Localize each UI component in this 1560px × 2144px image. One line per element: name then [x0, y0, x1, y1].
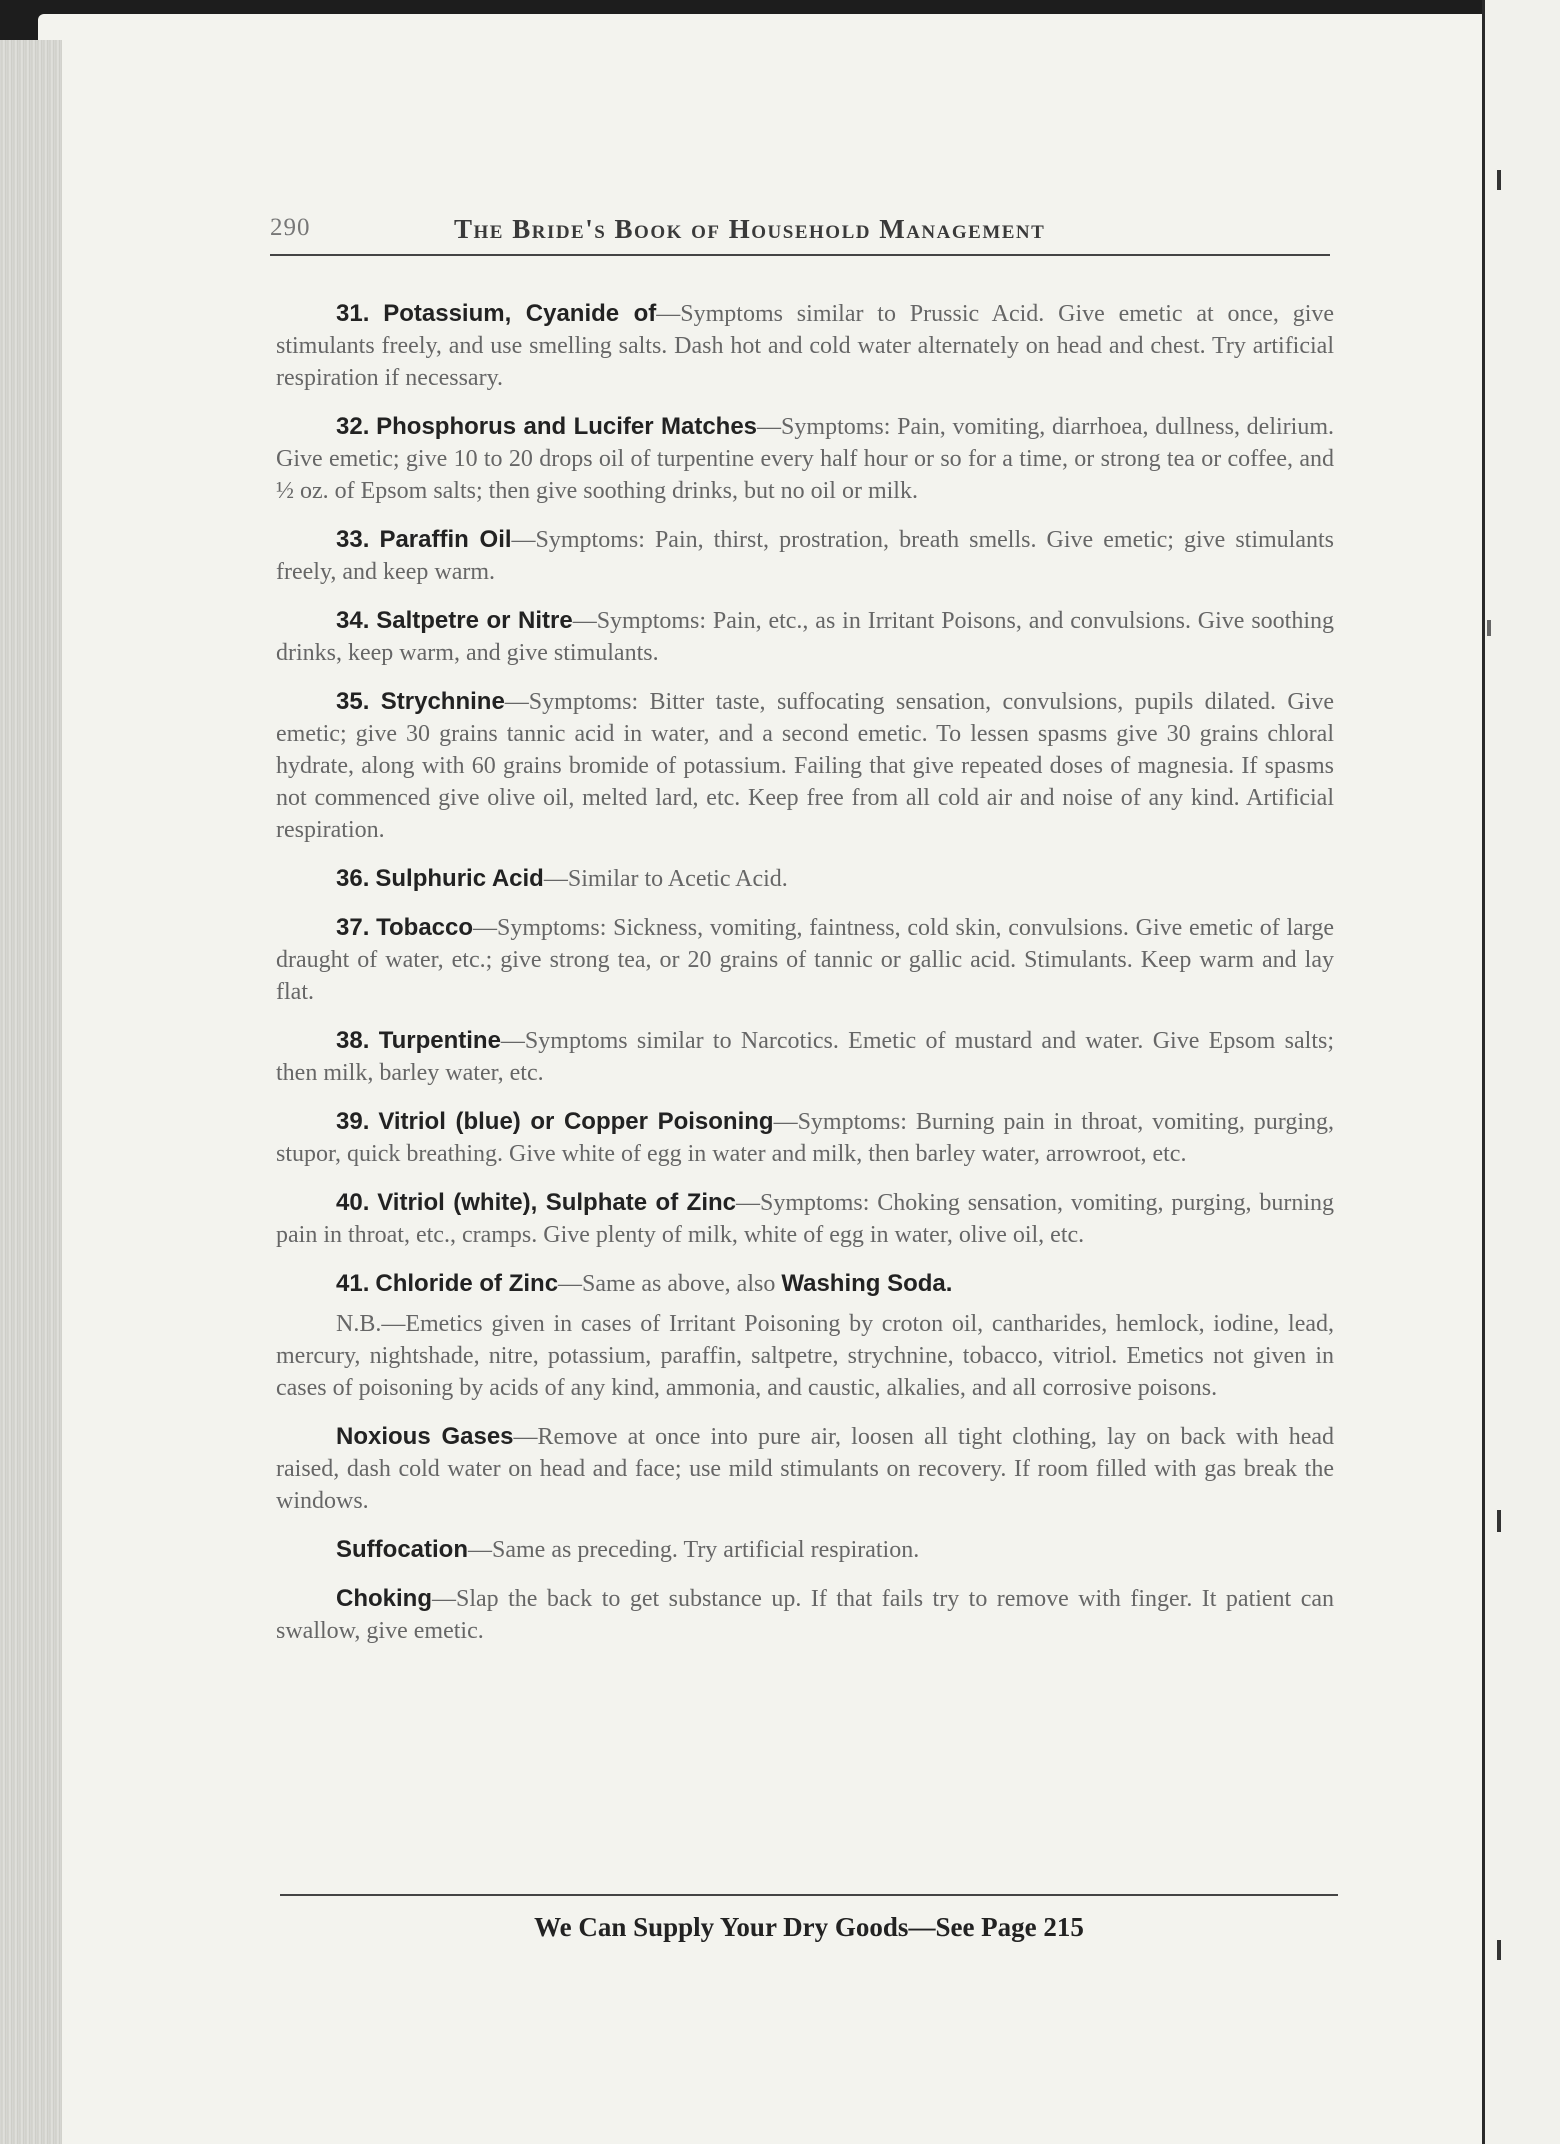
running-title: The Bride's Book of Household Management	[454, 214, 1046, 244]
footer-advert: We Can Supply Your Dry Goods—See Page 215	[534, 1912, 1084, 1942]
entry-number: 36.	[336, 865, 370, 892]
entry-39	[276, 1106, 1334, 1170]
entry-title: Vitriol (white), Sulphate of Zinc	[377, 1189, 737, 1216]
entry-number: 31.	[336, 300, 370, 327]
entry-number: 33.	[336, 526, 370, 553]
edge-mark	[1497, 1510, 1501, 1532]
entry-number: 40.	[336, 1189, 370, 1216]
footer-rule	[280, 1894, 1338, 1896]
entry-35	[276, 686, 1334, 846]
entry-number: 32.	[336, 413, 370, 440]
book-page-edges	[0, 40, 62, 2144]
entry-41	[276, 1268, 1334, 1300]
entry-text: —Similar to Acetic Acid.	[543, 866, 788, 892]
entry-title-secondary: Washing Soda.	[781, 1270, 953, 1297]
entry-text: —Remove at once into pure air, loosen all tight clothing, lay on back with head raised, dash cold water on head and face; use mild stimulants on recovery. If room filled with gas break the windows.	[276, 1424, 1335, 1514]
entry-text: —Symptoms: Choking sensation, vomiting, purging, burning pain in throat, etc., cramps. Give plenty of milk, white of egg in water, olive oil, etc.	[276, 1190, 1335, 1248]
entry-text: —Symptoms: Pain, vomiting, diarrhoea, dullness, delirium. Give emetic; give 10 to 20 drops oil of turpentine every half hour or so for a time, or strong tea or coffee, and ½ oz. of Epsom salts; then give soothing drinks, but no oil or milk.	[276, 414, 1335, 504]
entry-title: Paraffin Oil	[379, 526, 512, 553]
entry-text: —Symptoms: Burning pain in throat, vomiting, purging, stupor, quick breathing. Give white of egg in water and milk, then barley water, arrowroot, etc.	[276, 1109, 1334, 1167]
entry-40	[276, 1187, 1334, 1251]
running-header	[270, 214, 1330, 256]
entry-36	[276, 863, 1334, 895]
entry-text: —Symptoms similar to Prussic Acid. Give emetic at once, give stimulants freely, and use smelling salts. Dash hot and cold water alternately on head and chest. Try artificial respiration if necessary.	[276, 301, 1335, 391]
facing-page-edge	[1482, 0, 1560, 2144]
page-number: 290	[270, 214, 311, 241]
entry-text: —Symptoms: Pain, thirst, prostration, breath smells. Give emetic; give stimulants freely, and keep warm.	[276, 527, 1334, 585]
entry-text: —Same as above, also	[558, 1271, 782, 1297]
entry-title: Suffocation	[336, 1536, 468, 1563]
page-body	[276, 298, 1334, 1664]
entry-text: —Symptoms: Bitter taste, suffocating sensation, convulsions, pupils dilated. Give emetic; give 30 grains tannic acid in water, and a second emetic. To lessen spasms give 30 grains chloral hydrate, along with 60 grains bromide of potassium. Failing that give repeated doses of magnesia. If spasms not commenced give olive oil, melted lard, etc. Keep free from all cold air and noise of any kind. Artificial respiration.	[276, 689, 1335, 843]
entry-number: 39.	[336, 1108, 370, 1135]
entry-32	[276, 411, 1334, 507]
edge-mark	[1497, 1940, 1501, 1960]
entry-noxious-gases	[276, 1421, 1334, 1517]
entry-text: —Same as preceding. Try artificial respiration.	[468, 1537, 920, 1563]
entry-number: 37.	[336, 914, 370, 941]
entry-title: Chloride of Zinc	[375, 1270, 559, 1297]
entry-text: N.B.—Emetics given in cases of Irritant Poisoning by croton oil, cantharides, hemlock, iodine, lead, mercury, nightshade, nitre, potassium, paraffin, saltpetre, strychnine, tobacco, vitriol. Emetics not given in cases of poisoning by acids of any kind, ammonia, and caustic, alkalies, and all corrosive poisons.	[276, 1311, 1334, 1401]
entry-33	[276, 524, 1334, 588]
entry-choking	[276, 1583, 1334, 1647]
entry-title: Potassium, Cyanide of	[383, 300, 657, 327]
entry-title: Saltpetre or Nitre	[376, 607, 573, 634]
entry-number: 41.	[336, 1270, 370, 1297]
entry-number: 34.	[336, 607, 370, 634]
edge-mark	[1487, 620, 1491, 636]
entry-title: Strychnine	[380, 688, 505, 715]
entry-34	[276, 605, 1334, 669]
nb-note	[276, 1308, 1334, 1404]
entry-title: Vitriol (blue) or Copper Poisoning	[378, 1108, 774, 1135]
entry-title: Noxious Gases	[336, 1423, 514, 1450]
entry-title: Sulphuric Acid	[375, 865, 544, 892]
entry-title: Phosphorus and Lucifer Matches	[376, 413, 758, 440]
entry-text: —Symptoms: Pain, etc., as in Irritant Poisons, and convulsions. Give soothing drinks, keep warm, and give stimulants.	[276, 608, 1335, 666]
entry-31	[276, 298, 1334, 394]
entry-text: —Symptoms similar to Narcotics. Emetic of mustard and water. Give Epsom salts; then milk, barley water, etc.	[276, 1028, 1334, 1086]
entry-text: —Slap the back to get substance up. If that fails try to remove with finger. It patient can swallow, give emetic.	[276, 1586, 1334, 1644]
entry-number: 35.	[336, 688, 370, 715]
edge-mark	[1497, 170, 1501, 190]
entry-text: —Symptoms: Sickness, vomiting, faintness, cold skin, convulsions. Give emetic of large draught of water, etc.; give strong tea, or 20 grains of tannic or gallic acid. Stimulants. Keep warm and lay flat.	[276, 915, 1334, 1005]
entry-38	[276, 1025, 1334, 1089]
entry-suffocation	[276, 1534, 1334, 1566]
entry-37	[276, 912, 1334, 1008]
entry-number: 38.	[336, 1027, 370, 1054]
entry-title: Turpentine	[378, 1027, 501, 1054]
entry-title: Tobacco	[376, 914, 474, 941]
entry-title: Choking	[336, 1585, 432, 1612]
